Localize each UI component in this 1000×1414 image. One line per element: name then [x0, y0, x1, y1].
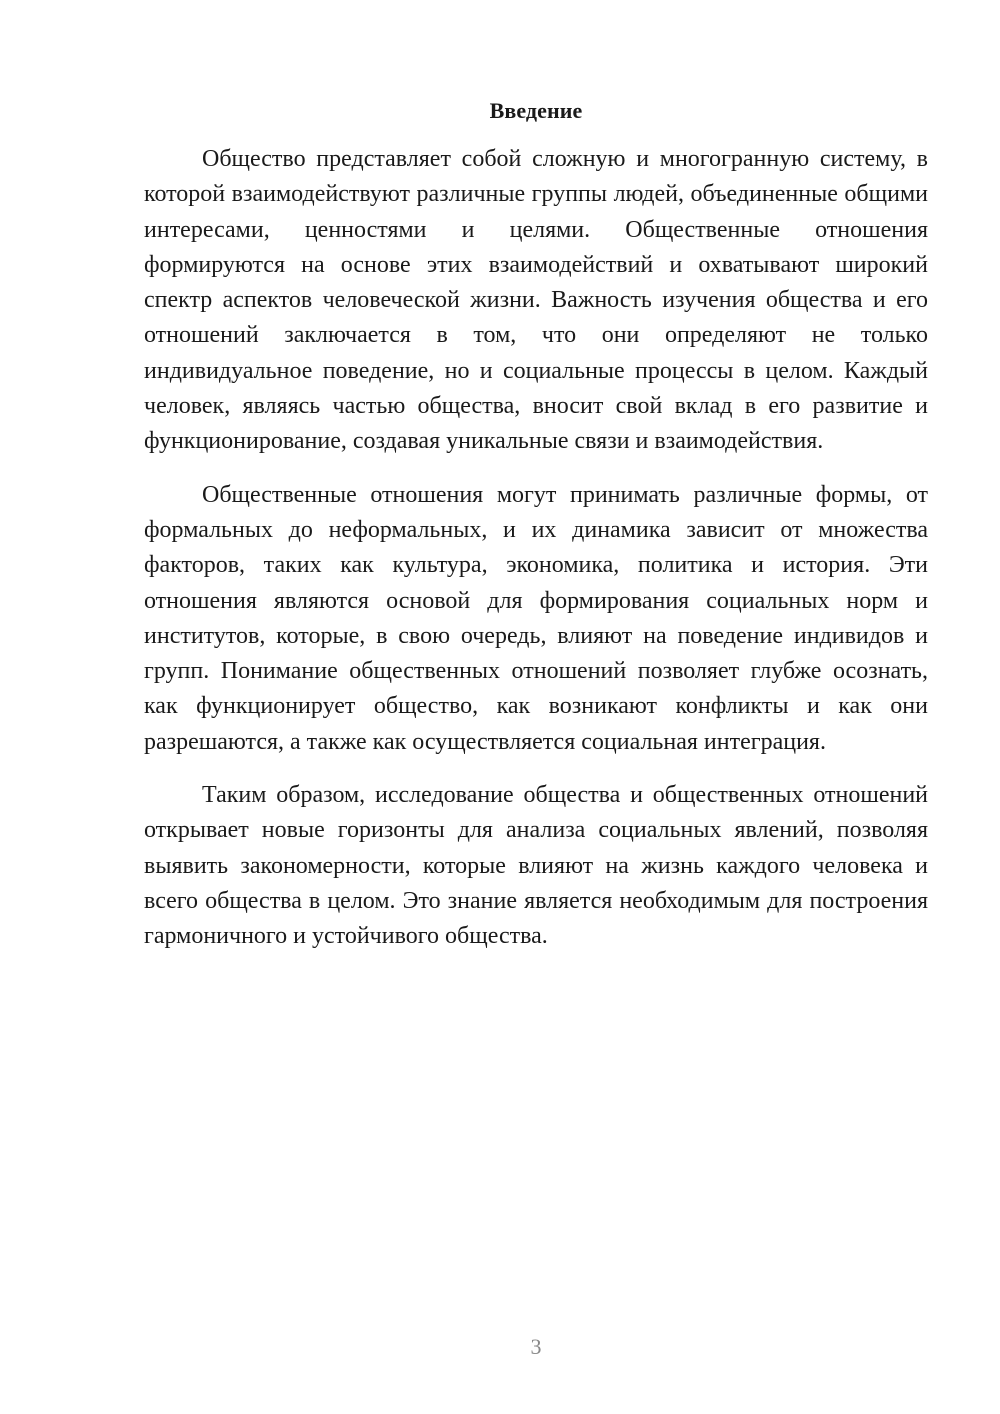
paragraph-1: Общество представляет собой сложную и многогранную систему, в которой взаимодействуют различные группы людей, объединенные общими интересами, ценностями и целями. Общественные отношения формируются на основе этих взаимодействий и охватывают широкий спектр аспектов человеческой жизни. Важность изучения общества и его отношений заключается в том, что они определяют не только индивидуальное поведение, но и социальные процессы в целом. Каждый человек, являясь частью общества, вносит свой вклад в его развитие и функционирование, создавая уникальные связи и взаимодействия.: [144, 146, 928, 455]
page-number: 3: [530, 1334, 542, 1359]
section-heading: Введение: [489, 98, 583, 123]
paragraph-2: Общественные отношения могут принимать различные формы, от формальных до неформальных, и их динамика зависит от множества факторов, таких как культура, экономика, политика и история. Эти отношения являются основой для формирования социальных норм и институтов, которые, в свою очередь, влияют на поведение индивидов и групп. Понимание общественных отношений позволяет глубже осознать, как функционирует общество, как возникают конфликты и как они разрешаются, а также как осуществляется социальная интеграция.: [144, 481, 928, 755]
body-text: [144, 142, 928, 973]
paragraph-3: Таким образом, исследование общества и общественных отношений открывает новые горизонты для анализа социальных явлений, позволяя выявить закономерности, которые влияют на жизнь каждого человека и всего общества в целом. Это знание является необходимым для построения гармоничного и устойчивого общества.: [144, 782, 928, 950]
